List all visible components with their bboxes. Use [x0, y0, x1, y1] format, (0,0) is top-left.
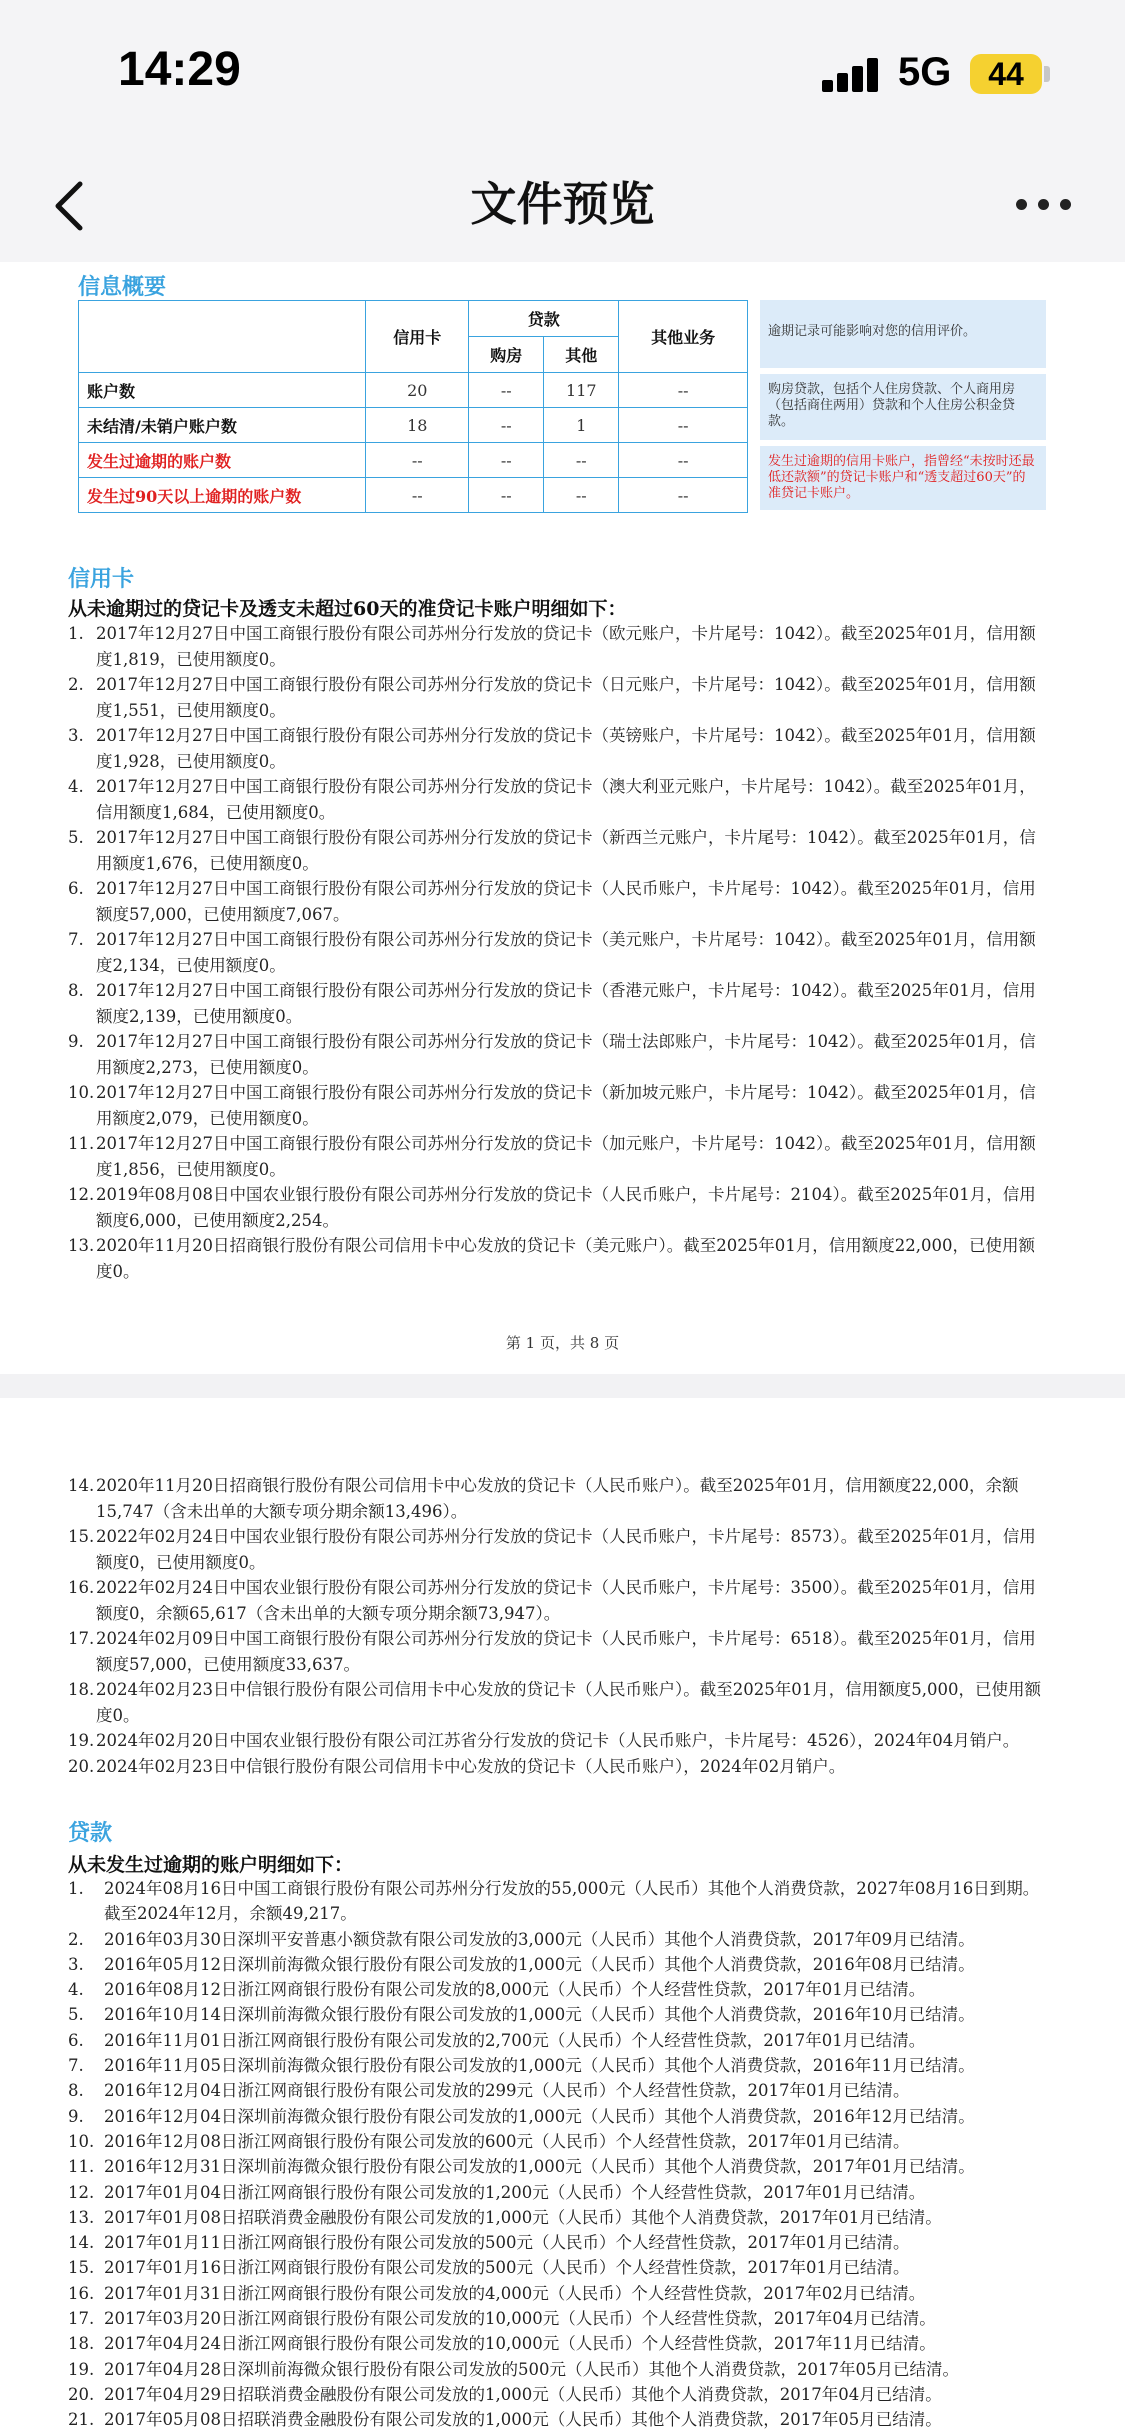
cell: 18 — [366, 408, 469, 443]
status-time: 14:29 — [118, 43, 241, 96]
item-number: 19. — [68, 2359, 95, 2379]
list-item — [68, 2407, 1048, 2432]
item-number: 20. — [68, 1756, 95, 1776]
item-text: 2022年02月24日中国农业银行股份有限公司苏州分行发放的贷记卡（人民币账户，卡片尾号：3500）。截至2025年01月，信用额度0，余额65,617（含未出单的大额专项分期余额73,947）。 — [96, 1578, 1036, 1623]
row-label: 账户数 — [79, 373, 366, 408]
page-title: 文件预览 — [470, 177, 655, 231]
battery-icon: 44 — [970, 54, 1042, 94]
item-text: 2017年01月16日浙江网商银行股份有限公司发放的500元（人民币）个人经营性贷款，2017年01月已结清。 — [104, 2258, 910, 2278]
list-item — [68, 723, 1048, 774]
item-number: 4. — [68, 777, 84, 796]
list-item — [68, 2255, 1048, 2280]
cell: -- — [544, 478, 619, 513]
item-text: 2017年12月27日中国工商银行股份有限公司苏州分行发放的贷记卡（加元账户，卡片尾号：1042）。截至2025年01月，信用额度1,856，已使用额度0。 — [96, 1134, 1036, 1179]
cell: 20 — [366, 373, 469, 408]
header-other-business: 其他业务 — [619, 301, 748, 373]
list-item — [68, 1677, 1048, 1728]
item-number: 3. — [68, 726, 84, 745]
list-item — [68, 1080, 1048, 1131]
cell: -- — [544, 443, 619, 478]
list-item — [68, 1233, 1048, 1284]
list-item — [68, 1575, 1048, 1626]
list-item — [68, 1952, 1048, 1977]
item-number: 17. — [68, 2309, 95, 2329]
item-number: 1. — [68, 624, 84, 643]
item-number: 6. — [68, 879, 84, 898]
item-number: 10. — [68, 1083, 95, 1102]
cell: -- — [469, 478, 544, 513]
list-item — [68, 774, 1048, 825]
document-page-1[interactable] — [0, 262, 1125, 1374]
item-text: 2017年12月27日中国工商银行股份有限公司苏州分行发放的贷记卡（澳大利亚元账户，卡片尾号：1042）。截至2025年01月，信用额度1,684，已使用额度0。 — [96, 777, 1036, 822]
header-other: 其他 — [544, 337, 619, 373]
nav-bar — [0, 150, 1125, 262]
summary-row — [79, 408, 748, 443]
item-number: 10. — [68, 2131, 95, 2151]
loans-subtitle: 从未发生过逾期的账户明细如下： — [68, 1854, 354, 1876]
list-item — [68, 1728, 1048, 1754]
note: 发生过逾期的信用卡账户，指曾经“未按时还最低还款额”的贷记卡账户和“透支超过60天”的准贷记卡账户。 — [760, 446, 1046, 510]
item-text: 2016年11月01日浙江网商银行股份有限公司发放的2,700元（人民币）个人经营性贷款，2017年01月已结清。 — [104, 2030, 926, 2050]
item-number: 21. — [68, 2410, 95, 2430]
item-text: 2017年01月08日招联消费金融股份有限公司发放的1,000元（人民币）其他个人消费贷款，2017年01月已结清。 — [104, 2207, 942, 2227]
network-label: 5G — [898, 50, 952, 94]
list-item — [68, 978, 1048, 1029]
item-text: 2016年12月31日深圳前海微众银行股份有限公司发放的1,000元（人民币）其他个人消费贷款，2017年01月已结清。 — [104, 2157, 975, 2177]
item-text: 2024年02月20日中国农业银行股份有限公司江苏省分行发放的贷记卡（人民币账户，卡片尾号：4526），2024年04月销户。 — [96, 1731, 1020, 1750]
cell: 1 — [544, 408, 619, 443]
summary-title: 信息概要 — [78, 274, 167, 300]
row-label: 发生过逾期的账户数 — [79, 443, 366, 478]
item-number: 17. — [68, 1629, 95, 1648]
item-number: 9. — [68, 2106, 84, 2126]
cell: -- — [366, 478, 469, 513]
item-number: 18. — [68, 1680, 95, 1699]
credit-card-subtitle: 从未逾期过的贷记卡及透支未超过60天的准贷记卡账户明细如下： — [68, 598, 627, 620]
item-text: 2017年05月08日招联消费金融股份有限公司发放的1,000元（人民币）其他个人消费贷款，2017年05月已结清。 — [104, 2410, 942, 2430]
item-number: 13. — [68, 2207, 95, 2227]
item-text: 2016年03月30日深圳平安普惠小额贷款有限公司发放的3,000元（人民币）其他个人消费贷款，2017年09月已结清。 — [104, 1929, 975, 1949]
item-text: 2016年12月04日深圳前海微众银行股份有限公司发放的1,000元（人民币）其他个人消费贷款，2016年12月已结清。 — [104, 2106, 975, 2126]
list-item — [68, 2129, 1048, 2154]
list-item — [68, 672, 1048, 723]
item-text: 2017年04月29日招联消费金融股份有限公司发放的1,000元（人民币）其他个人消费贷款，2017年04月已结清。 — [104, 2384, 942, 2404]
cell: -- — [366, 443, 469, 478]
list-item — [68, 1182, 1048, 1233]
list-item — [68, 2357, 1048, 2382]
list-item — [68, 1524, 1048, 1575]
list-item — [68, 876, 1048, 927]
item-number: 13. — [68, 1236, 95, 1255]
list-item — [68, 2028, 1048, 2053]
summary-row — [79, 478, 748, 513]
item-number: 8. — [68, 981, 84, 1000]
row-label: 发生过90天以上逾期的账户数 — [79, 478, 366, 513]
item-text: 2016年05月12日深圳前海微众银行股份有限公司发放的1,000元（人民币）其他个人消费贷款，2016年08月已结清。 — [104, 1954, 975, 1974]
item-number: 6. — [68, 2030, 84, 2050]
item-text: 2017年12月27日中国工商银行股份有限公司苏州分行发放的贷记卡（香港元账户，卡片尾号：1042）。截至2025年01月，信用额度2,139，已使用额度0。 — [96, 981, 1036, 1026]
cell: -- — [619, 478, 748, 513]
item-text: 2024年02月23日中信银行股份有限公司信用卡中心发放的贷记卡（人民币账户），2024年02月销户。 — [96, 1756, 846, 1776]
item-number: 12. — [68, 2182, 95, 2202]
list-item — [68, 2078, 1048, 2103]
item-text: 2017年03月20日浙江网商银行股份有限公司发放的10,000元（人民币）个人经营性贷款，2017年04月已结清。 — [104, 2309, 936, 2329]
more-icon[interactable] — [1016, 195, 1072, 215]
item-text: 2017年12月27日中国工商银行股份有限公司苏州分行发放的贷记卡（日元账户，卡片尾号：1042）。截至2025年01月，信用额度1,551，已使用额度0。 — [96, 675, 1036, 720]
list-item — [68, 1473, 1048, 1524]
header-housing: 购房 — [469, 337, 544, 373]
cell: -- — [619, 408, 748, 443]
status-bar — [0, 0, 1125, 150]
battery-tip — [1044, 66, 1050, 82]
item-number: 14. — [68, 2233, 95, 2253]
item-number: 7. — [68, 2056, 84, 2076]
item-text: 2024年02月23日中信银行股份有限公司信用卡中心发放的贷记卡（人民币账户）。截至2025年01月，信用额度5,000，已使用额度0。 — [96, 1680, 1041, 1725]
list-item — [68, 2205, 1048, 2230]
credit-card-list-continued — [68, 1473, 1048, 1779]
header-loan: 贷款 — [469, 301, 619, 337]
list-item — [68, 2281, 1048, 2306]
header-credit-card: 信用卡 — [366, 301, 469, 373]
item-number: 19. — [68, 1731, 95, 1750]
item-text: 2017年12月27日中国工商银行股份有限公司苏州分行发放的贷记卡（瑞士法郎账户，卡片尾号：1042）。截至2025年01月，信用额度2,273，已使用额度0。 — [96, 1032, 1036, 1077]
item-number: 2. — [68, 675, 84, 694]
document-page-2[interactable] — [0, 1398, 1125, 2435]
item-number: 11. — [68, 2157, 95, 2177]
signal-icon — [822, 58, 880, 92]
list-item — [68, 1927, 1048, 1952]
note: 购房贷款，包括个人住房贷款、个人商用房（包括商住两用）贷款和个人住房公积金贷款。 — [760, 374, 1046, 440]
list-item — [68, 2180, 1048, 2205]
item-text: 2017年12月27日中国工商银行股份有限公司苏州分行发放的贷记卡（欧元账户，卡片尾号：1042）。截至2025年01月，信用额度1,819，已使用额度0。 — [96, 624, 1036, 669]
cell: -- — [619, 443, 748, 478]
item-number: 16. — [68, 2283, 95, 2303]
item-text: 2017年12月27日中国工商银行股份有限公司苏州分行发放的贷记卡（新加坡元账户，卡片尾号：1042）。截至2025年01月，信用额度2,079，已使用额度0。 — [96, 1083, 1036, 1128]
cell: -- — [469, 443, 544, 478]
list-item — [68, 2382, 1048, 2407]
item-number: 5. — [68, 828, 84, 847]
list-item — [68, 1754, 1048, 1780]
item-text: 2017年12月27日中国工商银行股份有限公司苏州分行发放的贷记卡（美元账户，卡片尾号：1042）。截至2025年01月，信用额度2,134，已使用额度0。 — [96, 930, 1036, 975]
item-text: 2016年08月12日浙江网商银行股份有限公司发放的8,000元（人民币）个人经营性贷款，2017年01月已结清。 — [104, 1980, 926, 2000]
list-item — [68, 2104, 1048, 2129]
item-number: 8. — [68, 2081, 84, 2101]
item-number: 18. — [68, 2334, 95, 2354]
credit-card-title: 信用卡 — [68, 566, 135, 592]
item-number: 5. — [68, 2005, 84, 2025]
list-item — [68, 2331, 1048, 2356]
loans-title: 贷款 — [68, 1820, 113, 1846]
list-item — [68, 1029, 1048, 1080]
list-item — [68, 1977, 1048, 2002]
summary-notes — [760, 300, 1046, 516]
item-text: 2020年11月20日招商银行股份有限公司信用卡中心发放的贷记卡（美元账户）。截至2025年01月，信用额度22,000，已使用额度0。 — [96, 1236, 1035, 1281]
list-item — [68, 1626, 1048, 1677]
item-number: 16. — [68, 1578, 95, 1597]
item-text: 2020年11月20日招商银行股份有限公司信用卡中心发放的贷记卡（人民币账户）。截至2025年01月，信用额度22,000，余额15,747（含未出单的大额专项分期余额13,496）。 — [96, 1476, 1019, 1521]
list-item — [68, 621, 1048, 672]
page-footer: 第 1 页，共 8 页 — [505, 1334, 620, 1352]
item-number: 15. — [68, 2258, 95, 2278]
item-text: 2022年02月24日中国农业银行股份有限公司苏州分行发放的贷记卡（人民币账户，卡片尾号：8573）。截至2025年01月，信用额度0，已使用额度0。 — [96, 1527, 1036, 1572]
item-text: 2017年01月11日浙江网商银行股份有限公司发放的500元（人民币）个人经营性贷款，2017年01月已结清。 — [104, 2233, 910, 2253]
item-text: 2017年12月27日中国工商银行股份有限公司苏州分行发放的贷记卡（新西兰元账户，卡片尾号：1042）。截至2025年01月，信用额度1,676，已使用额度0。 — [96, 828, 1036, 873]
list-item — [68, 2230, 1048, 2255]
credit-card-list — [68, 621, 1048, 1284]
item-number: 20. — [68, 2384, 95, 2404]
item-text: 2017年12月27日中国工商银行股份有限公司苏州分行发放的贷记卡（英镑账户，卡片尾号：1042）。截至2025年01月，信用额度1,928，已使用额度0。 — [96, 726, 1036, 771]
list-item — [68, 2306, 1048, 2331]
cell: -- — [619, 373, 748, 408]
item-text: 2016年12月08日浙江网商银行股份有限公司发放的600元（人民币）个人经营性贷款，2017年01月已结清。 — [104, 2131, 910, 2151]
item-number: 12. — [68, 1185, 95, 1204]
item-text: 2024年08月16日中国工商银行股份有限公司苏州分行发放的55,000元（人民币）其他个人消费贷款，2027年08月16日到期。截至2024年12月，余额49,217。 — [104, 1879, 1040, 1924]
cell: -- — [469, 373, 544, 408]
item-text: 2016年12月04日浙江网商银行股份有限公司发放的299元（人民币）个人经营性贷款，2017年01月已结清。 — [104, 2081, 910, 2101]
summary-table — [78, 300, 748, 513]
item-text: 2017年01月04日浙江网商银行股份有限公司发放的1,200元（人民币）个人经营性贷款，2017年01月已结清。 — [104, 2182, 926, 2202]
item-number: 3. — [68, 1954, 84, 1974]
item-text: 2017年04月24日浙江网商银行股份有限公司发放的10,000元（人民币）个人经营性贷款，2017年11月已结清。 — [104, 2334, 936, 2354]
item-number: 2. — [68, 1929, 84, 1949]
item-number: 15. — [68, 1527, 95, 1546]
item-text: 2017年01月31日浙江网商银行股份有限公司发放的4,000元（人民币）个人经营性贷款，2017年02月已结清。 — [104, 2283, 926, 2303]
list-item — [68, 2002, 1048, 2027]
cell: -- — [469, 408, 544, 443]
list-item — [68, 1131, 1048, 1182]
item-number: 1. — [68, 1879, 84, 1898]
list-item — [68, 2154, 1048, 2179]
list-item — [68, 1876, 1048, 1927]
list-item — [68, 927, 1048, 978]
item-number: 11. — [68, 1134, 95, 1153]
note: 逾期记录可能影响对您的信用评价。 — [760, 300, 1046, 368]
item-number: 14. — [68, 1476, 95, 1495]
summary-row — [79, 373, 748, 408]
summary-row — [79, 443, 748, 478]
item-text: 2017年12月27日中国工商银行股份有限公司苏州分行发放的贷记卡（人民币账户，卡片尾号：1042）。截至2025年01月，信用额度57,000，已使用额度7,067。 — [96, 879, 1036, 924]
cell: 117 — [544, 373, 619, 408]
item-number: 4. — [68, 1980, 84, 2000]
item-number: 9. — [68, 1032, 84, 1051]
item-text: 2016年11月05日深圳前海微众银行股份有限公司发放的1,000元（人民币）其他个人消费贷款，2016年11月已结清。 — [104, 2056, 975, 2076]
summary-corner — [79, 301, 366, 373]
loan-list — [68, 1876, 1048, 2433]
list-item — [68, 825, 1048, 876]
item-text: 2024年02月09日中国工商银行股份有限公司苏州分行发放的贷记卡（人民币账户，卡片尾号：6518）。截至2025年01月，信用额度57,000，已使用额度33,637。 — [96, 1629, 1036, 1674]
item-number: 7. — [68, 930, 84, 949]
item-text: 2017年04月28日深圳前海微众银行股份有限公司发放的500元（人民币）其他个人消费贷款，2017年05月已结清。 — [104, 2359, 959, 2379]
item-text: 2016年10月14日深圳前海微众银行股份有限公司发放的1,000元（人民币）其他个人消费贷款，2016年10月已结清。 — [104, 2005, 975, 2025]
item-text: 2019年08月08日中国农业银行股份有限公司苏州分行发放的贷记卡（人民币账户，卡片尾号：2104）。截至2025年01月，信用额度6,000，已使用额度2,254。 — [96, 1185, 1036, 1230]
list-item — [68, 2053, 1048, 2078]
row-label: 未结清/未销户账户数 — [79, 408, 366, 443]
